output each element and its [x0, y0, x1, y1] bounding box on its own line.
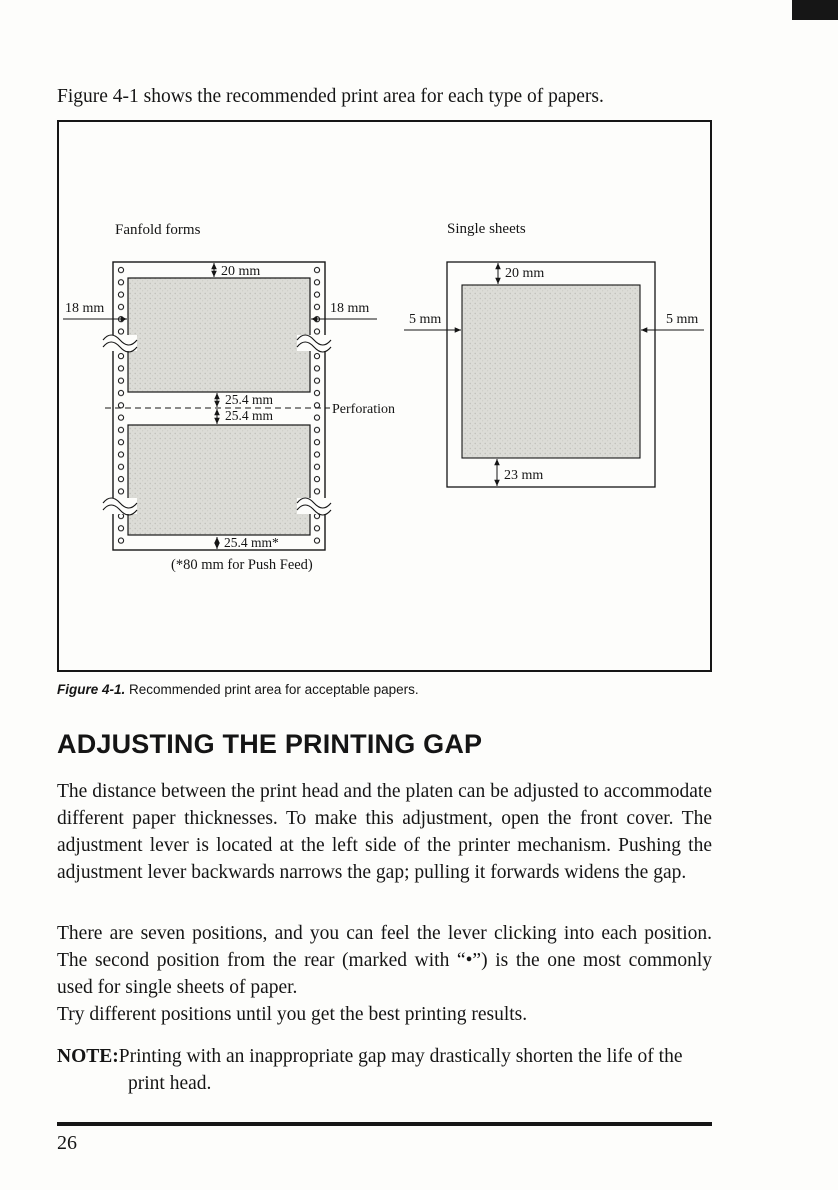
body-paragraph-1: The distance between the print head and the platen can be adjusted to accommodate different paper thicknesses. To make this adjustment, open the front cover. The adjustment lever is located at the left side of the printer mechanism. Pushing the adjustment lever backwards narrows the gap; pulling it forwards widens the gap.: [57, 781, 712, 883]
fanfold-title: Fanfold forms: [115, 222, 201, 238]
note-block: [57, 1043, 717, 1097]
single-bottom-label: 23 mm: [504, 468, 544, 483]
fanfold-footnote: (*80 mm for Push Feed): [171, 557, 313, 573]
fanfold-print-area-top: [128, 278, 310, 392]
single-print-area: [462, 285, 640, 458]
note-text: Printing with an inappropriate gap may drastically shorten the life of the print head.: [118, 1046, 683, 1094]
figure-caption-label: Figure 4-1.: [57, 682, 126, 697]
perf-above-label: 25.4 mm: [225, 392, 274, 407]
single-top-label: 20 mm: [505, 266, 545, 281]
note-label: NOTE:: [57, 1046, 119, 1067]
fanfold-right-label: 18 mm: [330, 301, 370, 316]
figure-caption: [57, 682, 712, 697]
fanfold-left-label: 18 mm: [65, 301, 105, 316]
print-area-diagram: [59, 122, 710, 670]
perf-below-label: 25.4 mm: [225, 408, 274, 423]
page-corner-mark: [792, 0, 838, 20]
perforation-label: Perforation: [332, 402, 395, 417]
body-paragraph-2: There are seven positions, and you can feel the lever clicking into each position. The second position from the rear (marked with “•”) is the one most commonly used for single sheets of paper.: [57, 923, 712, 998]
fanfold-bottom-label: 25.4 mm*: [224, 535, 279, 550]
fanfold-print-area-bottom: [128, 425, 310, 535]
single-left-label: 5 mm: [409, 312, 442, 327]
intro-text: Figure 4-1 shows the recommended print area for each type of papers.: [57, 86, 604, 107]
footer-rule: [57, 1122, 712, 1126]
section-heading: ADJUSTING THE PRINTING GAP: [57, 729, 483, 759]
figure-4-1-frame: [57, 120, 712, 672]
single-right-label: 5 mm: [666, 312, 699, 327]
single-title: Single sheets: [447, 221, 526, 237]
page-number: 26: [57, 1132, 77, 1154]
figure-caption-text: Recommended print area for acceptable papers.: [125, 682, 419, 697]
body-paragraph-3: Try different positions until you get the best printing results.: [57, 1004, 528, 1025]
fanfold-top-label: 20 mm: [221, 264, 261, 279]
